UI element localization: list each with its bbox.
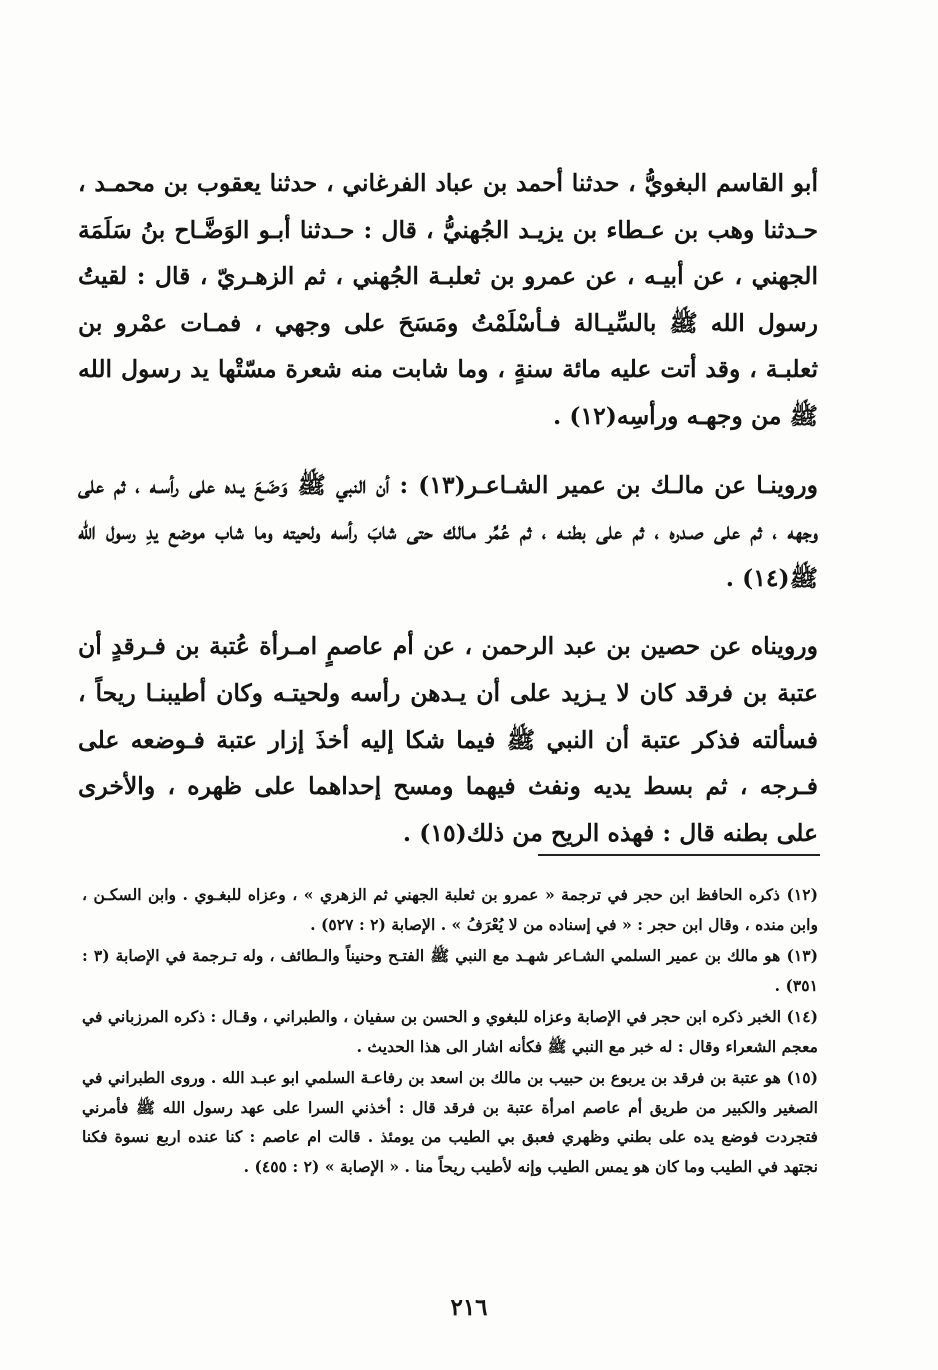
paragraph-1: أبو القاسم البغويُّ ، حدثنا أحمد بن عباد الفرغاني ، حدثنا يعقوب بن محمـد ، حـدثنا وهب بن عـطاء بن يزيـد الجُهنيُّ ، قال : حـدثنا أبـو الوَضَّـاح بنُ سَلَمَة الجهني ، عن أبيـه ، عن عمرو بن ثعلبـة الجُهني ، ثم الزهـريّ ، قال : لقيتُ رسول الله ﷺ بالسِّيـالة فـأسْلَمْتُ ومَسَحَ على وجهي ، فمـات عمْرو بن ثعلبـة ، وقد أتت عليه مائة سنةٍ ، وما شابت منه شعرة مسّتْها يد رسول الله ﷺ من وجهـه ورأسِه(١٢) . — [78, 169, 818, 430]
footnote-15: (١٥) هو عتبة بن فرقد بن يربوع بن حبيب بن مالك بن اسعد بن رفاعـة السلمي ابو عبـد الله . وروى الطبراني في الصغير والكبير من طريق أم عاصم امرأة عتبة بن فرقد قال : أخذني السرا على عهد رسول الله ﷺ فأمرني فتجردت فوضع يده على بطني وظهري فعبق بي الطيب من يومئذ . قالت ام عاصم : كنا عنده اربع نسوة فكنا نجتهد في الطيب وما كان هو يمس الطيب وإنه لأطيب ريحاً منا . « الإصابة » (٢ : ٤٥٥) . — [82, 1068, 818, 1176]
main-text — [78, 160, 818, 856]
paragraph-2: وروينـا عن مالـك بن عمير الشـاعـر(١٣) : أن النبي ﷺ وَضَـعَ يـده على رأسـه ، ثم على وجهه ، ثم على صـدره ، ثم على بطنـه ، ثم عُمِّر مـالك حتى شابَ رأسه ولحيته وما شاب موضع يدِ رسول الله ﷺ(١٤) . — [78, 470, 818, 592]
paragraph-3: ورويناه عن حصين بن عبد الرحمن ، عن أم عاصمٍ امـرأة عُتبة بن فـرقدٍ أن عتبة بن فرقد كان لا يـزيد على أن يـدهن رأسه ولحيتـه وكان أطيبنـا ريحاً ، فسألته فذكر عتبة أن النبي ﷺ فيما شكا إليه أخذَ إزار عتبة فـوضعه على فـرجه ، ثم بسط يديه ونفث فيهما ومسح إحداهما على ظهره ، والأخرى على بطنه قال : فهذه الريح من ذلك(١٥) . — [78, 632, 818, 847]
page-number: ٢١٦ — [450, 1294, 488, 1321]
footnotes — [82, 880, 818, 1181]
footnote-13: (١٣) هو مالك بن عمير السلمي الشـاعر شهـد مع النبي ﷺ الفتـح وحنيناً والـطائف ، وله تـرجمة في الإصابة (٣ : ٣٥١) . — [82, 946, 819, 995]
footnote-12: (١٢) ذكره الحافظ ابن حجر في ترجمة « عمرو بن ثعلبة الجهني ثم الزهري » ، وعزاه للبغـوي . وابن السكـن ، وابن منده ، وقال ابن حجر : « في إسناده من لا يُعْرَفُ » . الإصابة (٢ : ٥٢٧) . — [82, 885, 818, 934]
footnote-14: (١٤) الخبر ذكره ابن حجر في الإصابة وعزاه للبغوي و الحسن بن سفيان ، والطبراني ، وقـال : ذكره المرزباني في معجم الشعراء وقال : له خبر مع النبي ﷺ فكأنه اشار الى هذا الحديث . — [82, 1007, 818, 1056]
footnote-separator — [538, 854, 820, 856]
